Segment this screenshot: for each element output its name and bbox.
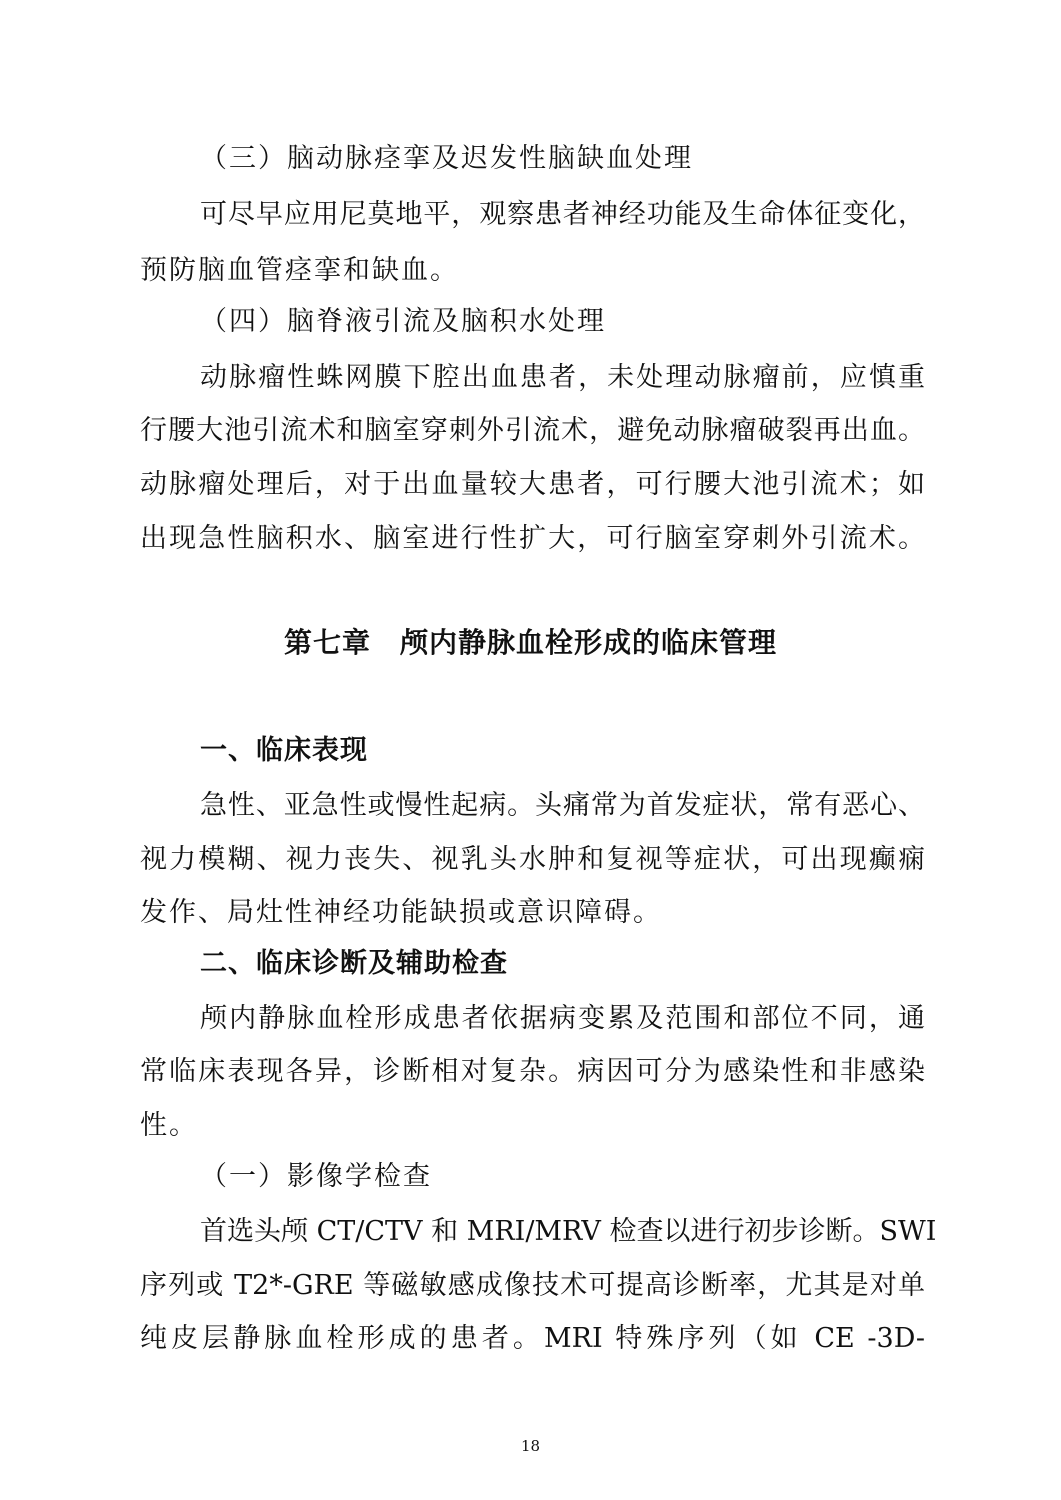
subheading-cerebral-vasospasm: （三）脑动脉痉挛及迟发性脑缺血处理 — [200, 143, 693, 174]
paragraph-line: 预防脑血管痉挛和缺血。 — [140, 255, 459, 286]
paragraph-line: 动脉瘤性蛛网膜下腔出血患者，未处理动脉瘤前，应慎重 — [200, 362, 925, 393]
paragraph-line: 首选头颅 CT/CTV 和 MRI/MRV 检查以进行初步诊断。SWI — [200, 1216, 937, 1247]
paragraph-line: 常临床表现各异，诊断相对复杂。病因可分为感染性和非感染 — [140, 1056, 925, 1087]
subheading-imaging: （一）影像学检查 — [200, 1161, 432, 1192]
chapter-title: 第七章 颅内静脉血栓形成的临床管理 — [283, 626, 777, 659]
subheading-csf-drainage: （四）脑脊液引流及脑积水处理 — [200, 306, 606, 337]
paragraph-line: 序列或 T2*-GRE 等磁敏感成像技术可提高诊断率，尤其是对单 — [140, 1270, 925, 1301]
paragraph-line: 急性、亚急性或慢性起病。头痛常为首发症状，常有恶心、 — [200, 790, 925, 821]
section-heading-clinical-presentation: 一、临床表现 — [200, 735, 368, 766]
paragraph-line: 发作、局灶性神经功能缺损或意识障碍。 — [140, 897, 662, 928]
page-number: 18 — [520, 1437, 541, 1455]
paragraph-line: 颅内静脉血栓形成患者依据病变累及范围和部位不同，通 — [200, 1003, 925, 1034]
paragraph-line: 纯皮层静脉血栓形成的患者。MRI 特殊序列（如 CE -3D- — [140, 1323, 925, 1354]
paragraph-line: 动脉瘤处理后，对于出血量较大患者，可行腰大池引流术；如 — [140, 469, 925, 500]
section-heading-diagnosis: 二、临床诊断及辅助检查 — [200, 948, 508, 979]
paragraph-line: 性。 — [140, 1110, 198, 1141]
paragraph-line: 可尽早应用尼莫地平，观察患者神经功能及生命体征变化， — [200, 199, 925, 230]
paragraph-line: 视力模糊、视力丧失、视乳头水肿和复视等症状，可出现癫痫 — [140, 844, 925, 875]
paragraph-line: 出现急性脑积水、脑室进行性扩大，可行脑室穿刺外引流术。 — [140, 523, 925, 554]
paragraph-line: 行腰大池引流术和脑室穿刺外引流术，避免动脉瘤破裂再出血。 — [140, 415, 925, 446]
